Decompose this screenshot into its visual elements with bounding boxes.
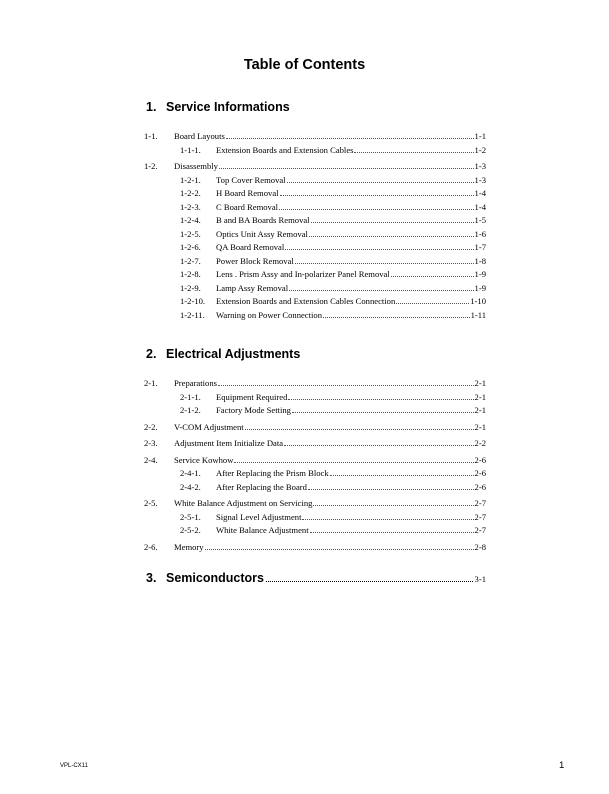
section-2-heading bbox=[146, 347, 300, 361]
toc-entry-page: 1-11 bbox=[470, 309, 486, 320]
section-1-heading bbox=[146, 100, 290, 114]
toc-entry[interactable] bbox=[144, 467, 486, 481]
toc-entry-page: 1-1 bbox=[474, 131, 486, 141]
toc-entry-number: 1-2-8. bbox=[180, 269, 201, 279]
toc-entry-title: Extension Boards and Extension Cables Connection bbox=[216, 296, 396, 306]
toc-entry[interactable] bbox=[144, 377, 486, 391]
toc-entry-number: 1-2-1. bbox=[180, 174, 201, 185]
dot-leader bbox=[308, 489, 474, 490]
section-3-title: Semiconductors bbox=[166, 571, 264, 585]
toc-entry-page: 1-2 bbox=[474, 144, 486, 155]
toc-entry-number: 2-5. bbox=[144, 498, 158, 508]
toc-entry-number: 2-6. bbox=[144, 541, 158, 552]
dot-leader bbox=[323, 317, 470, 318]
dot-leader bbox=[287, 182, 474, 183]
section-2-title: Electrical Adjustments bbox=[166, 347, 301, 361]
toc-entry-page: 2-2 bbox=[474, 438, 486, 448]
toc-entry-page: 2-7 bbox=[474, 511, 486, 522]
section-3-entry[interactable] bbox=[146, 571, 486, 585]
section-1-title: Service Informations bbox=[166, 100, 290, 114]
dot-leader bbox=[309, 236, 474, 237]
toc-entry-title: H Board Removal bbox=[216, 188, 279, 198]
toc-entry-title: Adjustment Item Initialize Data bbox=[174, 438, 284, 448]
toc-entry-number: 2-1-1. bbox=[180, 391, 201, 402]
dot-leader bbox=[295, 263, 474, 264]
dot-leader bbox=[218, 385, 474, 386]
dot-leader bbox=[285, 249, 473, 250]
toc-entry-title: Warning on Power Connection bbox=[216, 309, 322, 320]
dot-leader bbox=[391, 276, 474, 277]
toc-entry-title: B and BA Boards Removal bbox=[216, 215, 310, 225]
toc-entry[interactable] bbox=[144, 391, 486, 405]
toc-entry-number: 1-2-3. bbox=[180, 201, 201, 212]
toc-entry-title: Service Kowhow bbox=[174, 454, 234, 465]
toc-entry-page: 1-9 bbox=[474, 282, 486, 293]
toc-entry[interactable] bbox=[144, 214, 486, 228]
toc-entry-page: 1-3 bbox=[474, 161, 486, 171]
toc-entry-title: Power Block Removal bbox=[216, 255, 294, 266]
toc-entry-number: 2-5-1. bbox=[180, 511, 201, 522]
toc-entry-page: 2-6 bbox=[474, 454, 486, 465]
dot-leader bbox=[330, 475, 474, 476]
toc-entry[interactable] bbox=[144, 454, 486, 468]
toc-entry[interactable] bbox=[144, 524, 486, 538]
toc-entry-number: 1-2-9. bbox=[180, 282, 201, 293]
toc-entry-number: 1-2-4. bbox=[180, 215, 201, 225]
toc-entry-title: Equipment Required bbox=[216, 391, 288, 402]
dot-leader bbox=[205, 549, 474, 550]
section-3-number: 3. bbox=[146, 571, 157, 585]
toc-entry-page: 1-4 bbox=[474, 201, 486, 212]
footer-model: VPL-CX11 bbox=[60, 763, 88, 769]
dot-leader bbox=[280, 195, 474, 196]
toc-entry-number: 1-2-6. bbox=[180, 242, 201, 252]
toc-entry-title: Preparations bbox=[174, 378, 217, 388]
toc-entry-number: 2-1-2. bbox=[180, 405, 201, 415]
toc-entry[interactable] bbox=[144, 228, 486, 242]
toc-entry-number: 2-2. bbox=[144, 421, 158, 432]
toc-entry[interactable] bbox=[144, 309, 486, 323]
dot-leader bbox=[219, 168, 474, 169]
toc-entry[interactable] bbox=[144, 282, 486, 296]
dot-leader bbox=[310, 532, 474, 533]
toc-entry[interactable] bbox=[144, 295, 486, 309]
toc-entry-page: 1-8 bbox=[474, 255, 486, 266]
toc-entry[interactable] bbox=[144, 160, 486, 174]
toc-entry[interactable] bbox=[144, 255, 486, 269]
toc-entry-page: 1-9 bbox=[474, 269, 486, 279]
toc-entry-number: 1-1. bbox=[144, 131, 158, 141]
toc-entry-number: 2-4. bbox=[144, 454, 158, 465]
toc-entry-number: 2-1. bbox=[144, 378, 158, 388]
toc-entry-page: 2-7 bbox=[474, 525, 486, 535]
dot-leader bbox=[354, 152, 473, 153]
toc-entry-title: After Replacing the Prism Block bbox=[216, 468, 329, 478]
dot-leader bbox=[292, 412, 474, 413]
toc-entry-page: 2-1 bbox=[474, 391, 486, 402]
toc-entry[interactable] bbox=[144, 421, 486, 435]
toc-entry-title: Disassembly bbox=[174, 161, 218, 171]
dot-leader bbox=[234, 462, 473, 463]
toc-entry-title: Signal Level Adjustment bbox=[216, 511, 302, 522]
toc-entry-page: 2-7 bbox=[474, 498, 486, 508]
section-2-toc bbox=[144, 377, 486, 554]
dot-leader bbox=[313, 505, 473, 506]
toc-entry-page: 2-8 bbox=[474, 541, 486, 552]
toc-entry[interactable] bbox=[144, 130, 486, 144]
toc-entry-title: V-COM Adjustment bbox=[174, 421, 244, 432]
toc-entry-title: Factory Mode Setting bbox=[216, 405, 291, 415]
toc-entry-number: 1-2-5. bbox=[180, 228, 201, 239]
toc-entry-page: 1-6 bbox=[474, 228, 486, 239]
toc-entry[interactable] bbox=[144, 201, 486, 215]
toc-entry-title: Board Layouts bbox=[174, 131, 225, 141]
toc-entry[interactable] bbox=[144, 541, 486, 555]
dot-leader bbox=[266, 581, 473, 582]
toc-entry[interactable] bbox=[144, 404, 486, 418]
toc-entry-page: 1-5 bbox=[474, 215, 486, 225]
toc-entry[interactable] bbox=[144, 241, 486, 255]
toc-entry-title: Memory bbox=[174, 541, 204, 552]
toc-entry-title: White Balance Adjustment bbox=[216, 525, 309, 535]
dot-leader bbox=[226, 138, 474, 139]
section-1-toc bbox=[144, 130, 486, 322]
toc-entry[interactable] bbox=[144, 437, 486, 451]
section-1-number: 1. bbox=[146, 100, 157, 114]
toc-entry-page: 2-1 bbox=[474, 405, 486, 415]
footer-page-number: 1 bbox=[559, 760, 565, 771]
toc-entry-title: Lens . Prism Assy and In-polarizer Panel Removal bbox=[216, 269, 390, 279]
toc-entry[interactable] bbox=[144, 174, 486, 188]
dot-leader bbox=[311, 222, 474, 223]
dot-leader bbox=[302, 519, 473, 520]
toc-entry-number: 1-2-7. bbox=[180, 255, 201, 266]
toc-entry[interactable] bbox=[144, 497, 486, 511]
toc-entry-title: C Board Removal bbox=[216, 201, 279, 212]
toc-entry-number: 2-4-2. bbox=[180, 481, 201, 492]
toc-entry-title: Top Cover Removal bbox=[216, 174, 286, 185]
toc-entry[interactable] bbox=[144, 268, 486, 282]
toc-entry[interactable] bbox=[144, 481, 486, 495]
toc-entry-number: 1-2. bbox=[144, 161, 158, 171]
toc-entry-title: Lamp Assy Removal bbox=[216, 282, 289, 293]
toc-entry[interactable] bbox=[144, 511, 486, 525]
dot-leader bbox=[288, 399, 473, 400]
toc-entry-number: 1-2-11. bbox=[180, 309, 205, 320]
dot-leader bbox=[289, 290, 473, 291]
section-3-page: 3-1 bbox=[474, 574, 486, 584]
dot-leader bbox=[396, 303, 469, 304]
toc-entry-page: 2-1 bbox=[474, 421, 486, 432]
toc-entry-title: White Balance Adjustment on Servicing bbox=[174, 498, 313, 508]
toc-entry[interactable] bbox=[144, 144, 486, 158]
toc-entry-title: Extension Boards and Extension Cables bbox=[216, 144, 354, 155]
toc-entry-page: 2-6 bbox=[474, 468, 486, 478]
toc-entry-page: 2-6 bbox=[474, 481, 486, 492]
toc-entry-page: 1-3 bbox=[474, 174, 486, 185]
toc-entry-page: 2-1 bbox=[474, 378, 486, 388]
dot-leader bbox=[279, 209, 473, 210]
dot-leader bbox=[284, 445, 473, 446]
toc-entry-title: Optics Unit Assy Removal bbox=[216, 228, 308, 239]
toc-entry-title: After Replacing the Board bbox=[216, 481, 307, 492]
toc-entry-number: 2-5-2. bbox=[180, 525, 201, 535]
toc-entry-number: 1-2-10. bbox=[180, 296, 206, 306]
section-2-number: 2. bbox=[146, 347, 157, 361]
toc-entry[interactable] bbox=[144, 187, 486, 201]
toc-entry-title: QA Board Removal bbox=[216, 242, 285, 252]
dot-leader bbox=[245, 429, 474, 430]
toc-entry-page: 1-10 bbox=[470, 296, 486, 306]
toc-entry-number: 2-4-1. bbox=[180, 468, 201, 478]
page-title: Table of Contents bbox=[243, 57, 366, 73]
toc-entry-number: 2-3. bbox=[144, 438, 158, 448]
toc-entry-number: 1-2-2. bbox=[180, 188, 201, 198]
toc-entry-page: 1-7 bbox=[474, 242, 486, 252]
toc-entry-page: 1-4 bbox=[474, 188, 486, 198]
toc-entry-number: 1-1-1. bbox=[180, 144, 201, 155]
